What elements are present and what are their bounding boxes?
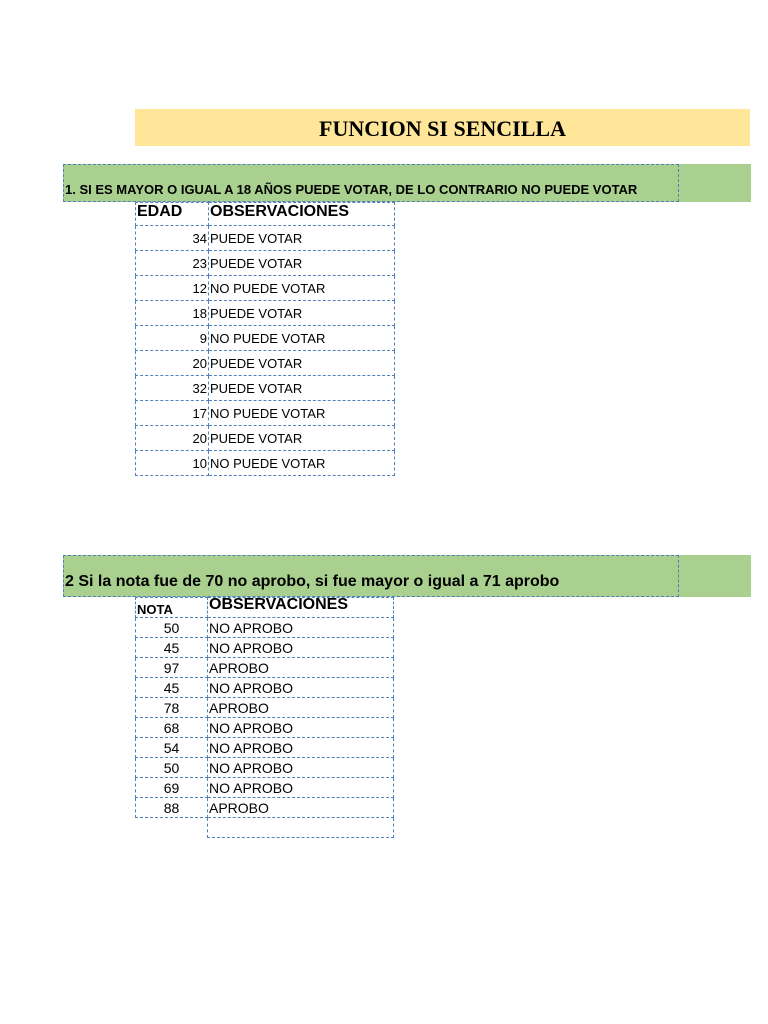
table-row [136,351,395,376]
table-row [136,638,394,658]
page-title: FUNCION SI SENCILLA [319,116,566,141]
table-row [136,678,394,698]
nota-cell[interactable]: 68 [136,718,208,738]
obs-cell[interactable]: APROBO [208,798,394,818]
table-row [136,658,394,678]
obs-cell[interactable]: NO PUEDE VOTAR [209,276,395,301]
section2-heading-cell[interactable] [63,555,679,597]
table-row [136,738,394,758]
nota-cell[interactable]: 45 [136,638,208,658]
section1-table [135,202,395,476]
obs-cell[interactable]: APROBO [208,658,394,678]
table-header-row [136,598,394,618]
obs-cell[interactable]: PUEDE VOTAR [209,226,395,251]
obs-cell[interactable]: NO PUEDE VOTAR [209,326,395,351]
nota-cell[interactable]: 50 [136,618,208,638]
nota-cell[interactable]: 54 [136,738,208,758]
table-row [136,758,394,778]
edad-cell[interactable]: 23 [136,251,209,276]
obs-cell[interactable]: PUEDE VOTAR [209,351,395,376]
obs-cell[interactable]: PUEDE VOTAR [209,301,395,326]
edad-cell[interactable]: 34 [136,226,209,251]
header-edad[interactable]: EDAD [136,203,209,226]
nota-cell[interactable]: 45 [136,678,208,698]
obs-cell[interactable]: APROBO [208,698,394,718]
edad-cell[interactable]: 18 [136,301,209,326]
obs-cell[interactable]: NO APROBO [208,618,394,638]
obs-cell[interactable]: PUEDE VOTAR [209,426,395,451]
obs-cell[interactable]: NO PUEDE VOTAR [209,401,395,426]
table-row [136,226,395,251]
section2-table [135,597,394,838]
obs-cell[interactable]: NO APROBO [208,758,394,778]
table-row [136,276,395,301]
nota-cell[interactable]: 88 [136,798,208,818]
obs-cell[interactable]: NO APROBO [208,718,394,738]
table-row [136,718,394,738]
table-row [136,301,395,326]
table-row [136,251,395,276]
header-observaciones[interactable]: OBSERVACIONES [209,203,395,226]
empty-cell [136,818,208,838]
section2-heading: 2 Si la nota fue de 70 no aprobo, si fue mayor o igual a 71 aprobo [65,573,560,590]
edad-cell[interactable]: 20 [136,426,209,451]
obs-cell-empty[interactable] [208,818,394,838]
table-row [136,798,394,818]
table-row [136,818,394,838]
obs-cell[interactable]: PUEDE VOTAR [209,251,395,276]
table-row [136,778,394,798]
table-row [136,451,395,476]
obs-cell[interactable]: NO PUEDE VOTAR [209,451,395,476]
nota-cell[interactable]: 50 [136,758,208,778]
edad-cell[interactable]: 17 [136,401,209,426]
edad-cell[interactable]: 9 [136,326,209,351]
nota-cell[interactable]: 69 [136,778,208,798]
edad-cell[interactable]: 32 [136,376,209,401]
table-row [136,618,394,638]
table-row [136,376,395,401]
table-row [136,698,394,718]
edad-cell[interactable]: 20 [136,351,209,376]
obs-cell[interactable]: NO APROBO [208,738,394,758]
table-row [136,426,395,451]
section1-heading-cell[interactable] [63,164,679,202]
obs-cell[interactable]: NO APROBO [208,778,394,798]
nota-cell[interactable]: 78 [136,698,208,718]
edad-cell[interactable]: 12 [136,276,209,301]
header-observaciones[interactable]: OBSERVACIONES [208,598,394,618]
header-nota[interactable]: NOTA [136,598,208,618]
table-header-row [136,203,395,226]
obs-cell[interactable]: PUEDE VOTAR [209,376,395,401]
table-row [136,401,395,426]
obs-cell[interactable]: NO APROBO [208,638,394,658]
table-row [136,326,395,351]
section1-heading: 1. SI ES MAYOR O IGUAL A 18 AÑOS PUEDE VOTAR, DE LO CONTRARIO NO PUEDE VOTAR [65,182,638,197]
obs-cell[interactable]: NO APROBO [208,678,394,698]
nota-cell[interactable]: 97 [136,658,208,678]
edad-cell[interactable]: 10 [136,451,209,476]
